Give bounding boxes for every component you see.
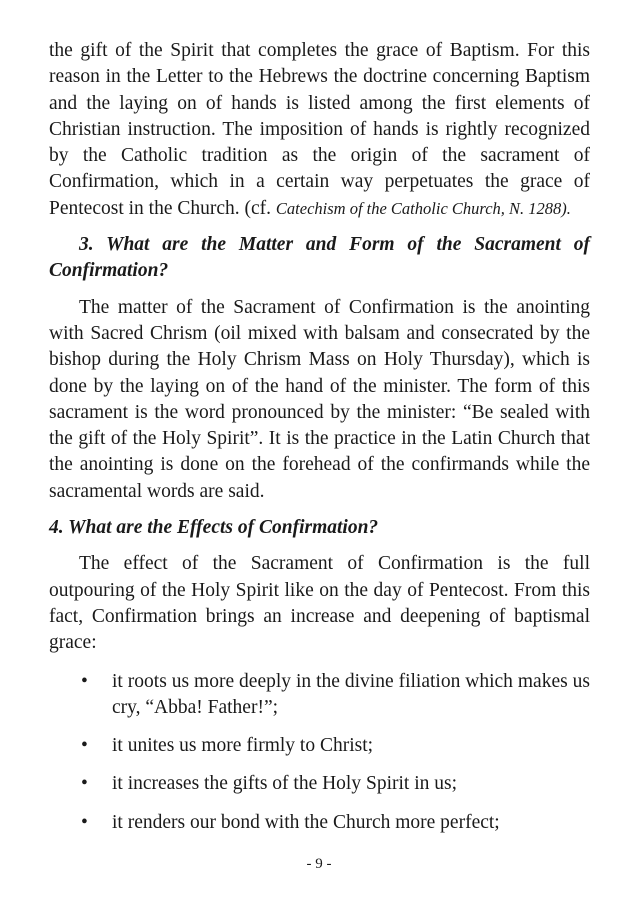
bullet-icon: • [81,735,88,757]
list-item [49,810,590,836]
bullet-icon: • [81,670,88,692]
list-item-text: it increases the gifts of the Holy Spirit in us; [112,773,457,795]
bullet-icon: • [81,773,88,795]
heading-effects: 4. What are the Effects of Confirmation? [49,517,379,539]
list-item-text: it roots us more deeply in the divine filiation which makes us cry, “Abba! Father!”; [112,670,590,718]
list-item [49,771,590,797]
paragraph-continuation [49,38,590,222]
citation: Catechism of the Catholic Church, N. 1288). [275,198,571,218]
list-item-text: it unites us more firmly to Christ; [112,735,374,757]
bullet-icon: • [81,811,88,833]
paragraph-text: the gift of the Spirit that completes the grace of Baptism. For this reason in the Letter to the Hebrews the doctrine concerning Baptism and the laying on of hands is listed among the first elements of Christian instruction. The imposition of hands is rightly recognized by the Catholic tradition as the origin of the sacrament of Confirmation, which in a certain way perpetuates the grace of Pentecost in the Church. (cf. [49,40,590,219]
paragraph-effects: The effect of the Sacrament of Confirmation is the full outpouring of the Holy Spirit like on the day of Pentecost. From this fact, Confirmation brings an increase and deepening of baptismal grace: [49,553,590,654]
page-body [49,38,590,836]
page-number: - 9 - [306,856,332,872]
list-item [49,669,590,722]
heading-matter-and-form: 3. What are the Matter and Form of the Sacrament of Confirmation? [49,234,590,282]
list-item [49,733,590,759]
paragraph-matter-and-form: The matter of the Sacrament of Confirmation is the anointing with Sacred Chrism (oil mixed with balsam and consecrated by the bishop during the Holy Chrism Mass on Holy Thursday), which is done by the laying on of the hand of the minister. The form of this sacrament is the word pronounced by the minister: “Be sealed with the gift of the Holy Spirit”. It is the practice in the Latin Church that the anointing is done on the forehead of the confirmands while the sacramental words are said. [49,296,590,502]
list-item-text: it renders our bond with the Church more perfect; [112,811,500,833]
effects-list [49,669,590,836]
